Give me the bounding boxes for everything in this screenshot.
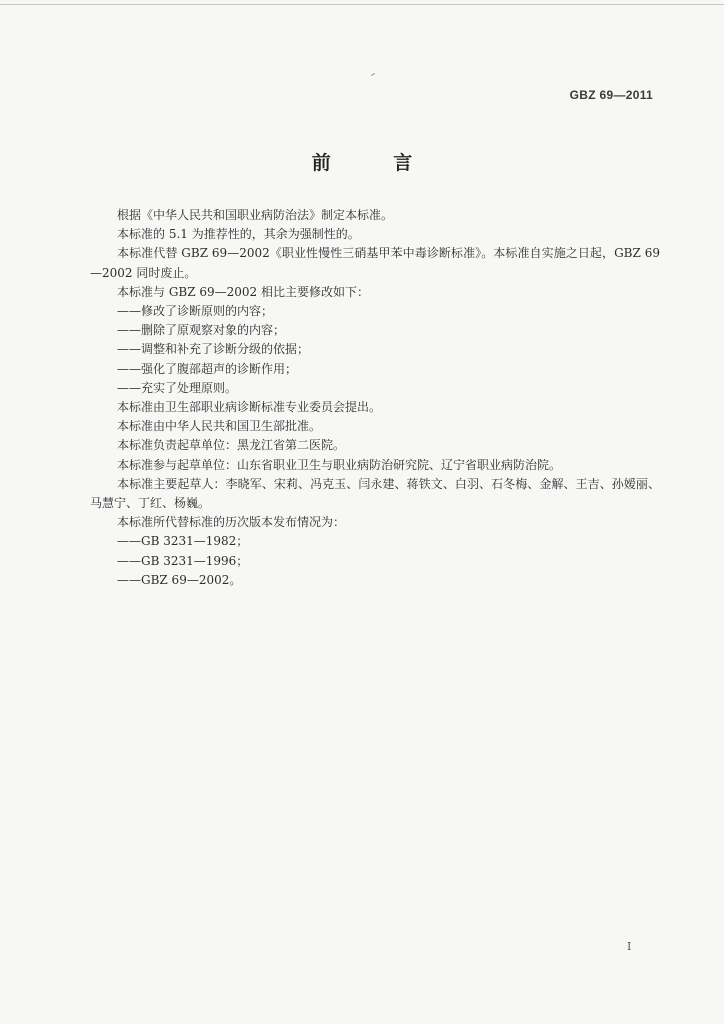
paragraph: 根据《中华人民共和国职业病防治法》制定本标准。 [117, 208, 394, 222]
list-item: ——GB 3231—1996； [117, 553, 249, 568]
scan-speck [371, 73, 375, 76]
standard-code: GBZ 69—2011 [569, 88, 653, 102]
paragraph: 本标准由卫生部职业病诊断标准专业委员会提出。 [117, 400, 382, 415]
paragraph: 本标准的 5.1 为推荐性的，其余为强制性的。 [117, 227, 360, 242]
list-item: ——删除了原观察对象的内容； [117, 323, 286, 338]
top-rule [0, 4, 724, 5]
list-item: ——充实了处理原则。 [117, 380, 238, 395]
document-body [90, 206, 660, 590]
list-item: ——修改了诊断原则的内容； [117, 304, 274, 319]
list-item: ——调整和补充了诊断分级的依据； [117, 342, 310, 357]
section-title: 前 言 [311, 152, 441, 174]
list-item: ——GBZ 69—2002。 [117, 572, 242, 587]
list-item: ——强化了腹部超声的诊断作用； [117, 361, 298, 376]
page-number: I [627, 940, 632, 953]
paragraph: 本标准负责起草单位：黑龙江省第二医院。 [117, 438, 346, 453]
paragraph: 本标准主要起草人：李晓军、宋莉、冯克玉、闫永建、蒋铁文、白羽、石冬梅、金解、王吉、孙嫒丽、马慧宁、丁红、杨巍。 [90, 476, 660, 511]
paragraph: 本标准代替 GBZ 69—2002《职业性慢性三硝基甲苯中毒诊断标准》。本标准自实施之日起，GBZ 69—2002 同时废止。 [90, 246, 660, 280]
paragraph: 本标准与 GBZ 69—2002 相比主要修改如下： [117, 284, 369, 299]
list-item: ——GB 3231—1982； [117, 534, 249, 549]
paragraph: 本标准由中华人民共和国卫生部批准。 [117, 419, 322, 434]
paragraph: 本标准所代替标准的历次版本发布情况为： [117, 515, 346, 530]
paragraph: 本标准参与起草单位：山东省职业卫生与职业病防治研究院、辽宁省职业病防治院。 [117, 457, 562, 472]
